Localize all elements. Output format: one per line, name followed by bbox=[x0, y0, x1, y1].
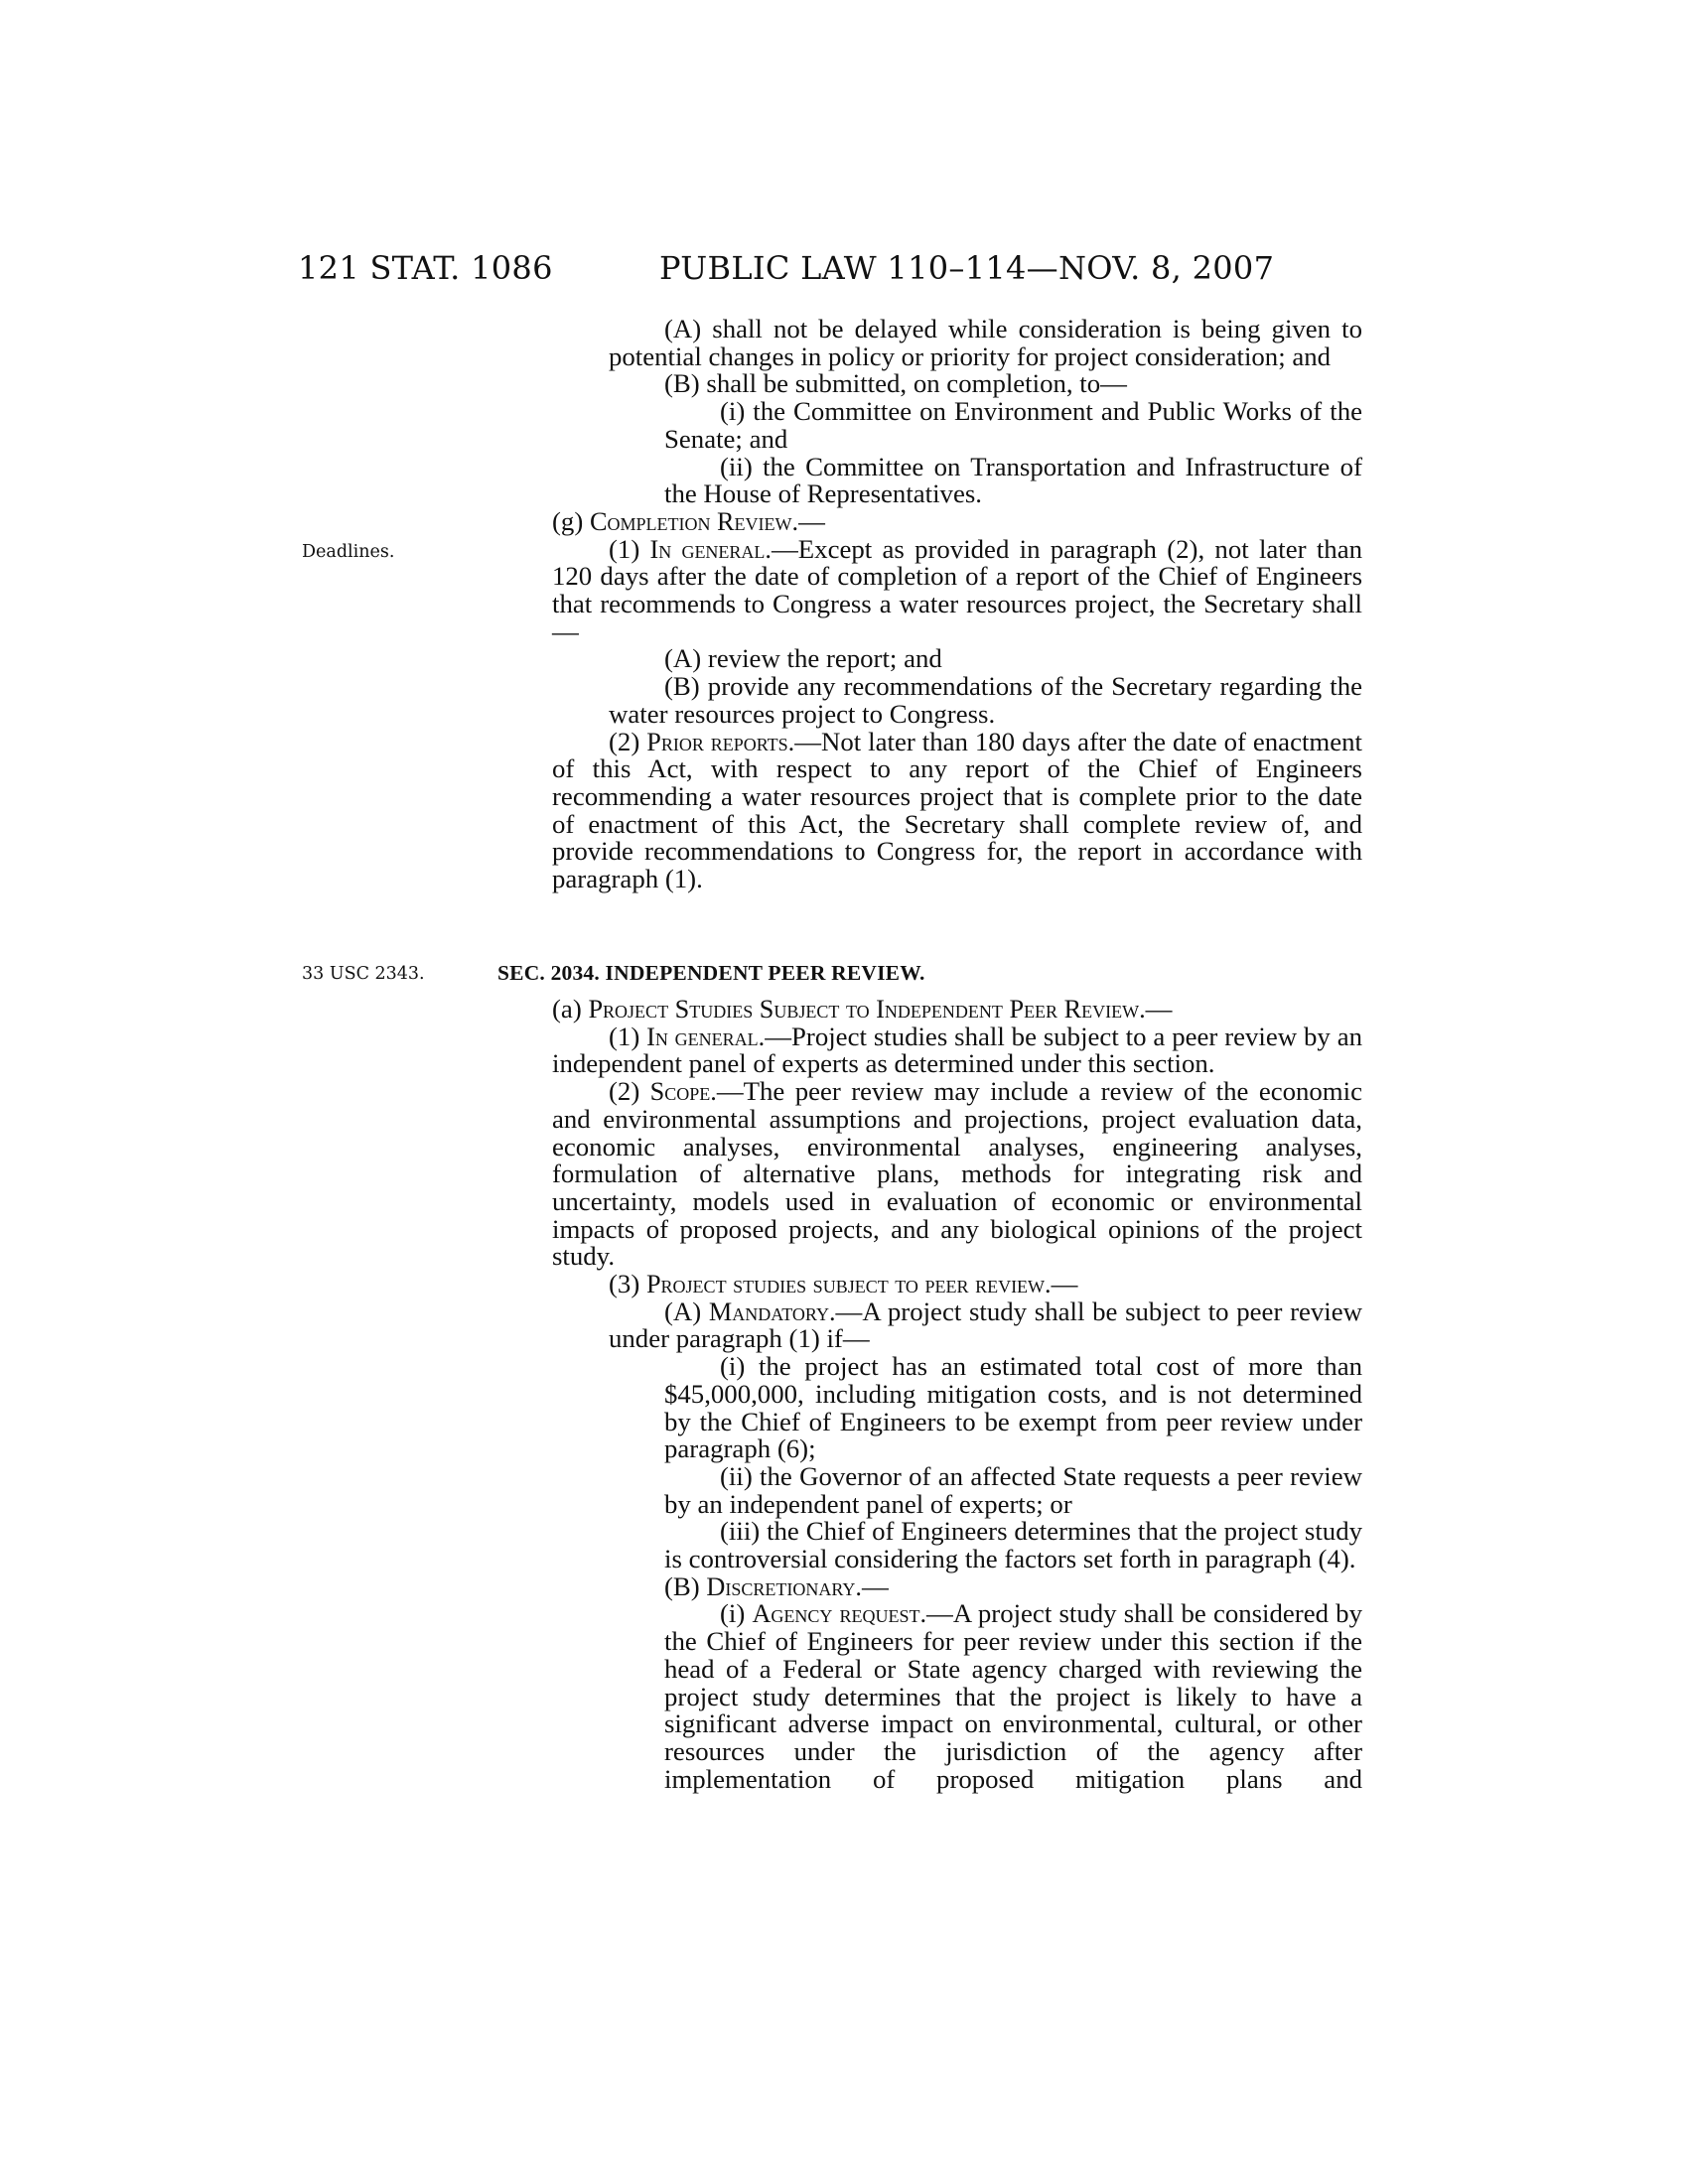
subclause-ii-house: (ii) the Committee on Transportation and Infrastructure of the House of Representatives. bbox=[664, 451, 1362, 509]
margin-note-usc: 33 USC 2343. bbox=[302, 964, 425, 984]
paragraph-a3-b-dash: — bbox=[861, 1570, 889, 1601]
subsection-a-title: Project Studies Subject to Independent Peer Review. bbox=[588, 995, 1146, 1024]
subclause-i-senate: (i) the Committee on Environment and Public Works of the Senate; and bbox=[664, 396, 1362, 454]
paragraph-a1-text: —Project studies shall be subject to a peer review by an independent panel of experts as determined under this section. bbox=[552, 1021, 1363, 1079]
subsection-a-prefix: (a) bbox=[552, 994, 589, 1024]
paragraph-a3-a-iii: (iii) the Chief of Engineers determines that the project study is controversial considering the factors set forth in paragraph (4). bbox=[664, 1516, 1362, 1574]
page-stat-citation: 121 STAT. 1086 bbox=[298, 249, 553, 287]
margin-note-deadlines: Deadlines. bbox=[302, 542, 395, 562]
subsection-a-heading bbox=[552, 996, 1362, 1024]
paragraph-a3-a-ii: (ii) the Governor of an affected State requests a peer review by an independent panel of experts; or bbox=[664, 1460, 1362, 1519]
paragraph-a2-heading: Scope. bbox=[649, 1077, 717, 1107]
paragraph-a3 bbox=[552, 1271, 1362, 1298]
paragraph-a3-b-i-prefix: (i) bbox=[720, 1598, 753, 1629]
subsection-g-prefix: (g) bbox=[552, 505, 590, 536]
paragraph-a1 bbox=[552, 1021, 1363, 1079]
paragraph-a1-prefix: (1) bbox=[609, 1021, 647, 1051]
paragraph-a3-b-prefix: (B) bbox=[664, 1570, 707, 1601]
paragraph-a3-dash: — bbox=[1051, 1269, 1078, 1299]
paragraph-a3-b-i bbox=[552, 1600, 1362, 1793]
paragraph-a3-b-heading: Discretionary. bbox=[706, 1571, 862, 1601]
running-header: PUBLIC LAW 110–114—NOV. 8, 2007 bbox=[659, 249, 1275, 287]
paragraph-a3-prefix: (3) bbox=[609, 1269, 646, 1299]
paragraph-a3-b bbox=[552, 1570, 1362, 1601]
paragraph-a3-b-i-heading: Agency request. bbox=[752, 1599, 927, 1629]
clause-b-submitted: (B) shall be submitted, on completion, to— bbox=[664, 368, 1127, 399]
paragraph-g1-b: (B) provide any recommendations of the Secretary regarding the water resources project to Congress. bbox=[609, 671, 1362, 729]
paragraph-g1-text: —Except as provided in paragraph (2), not later than 120 days after the date of completion of a report of the Chief of Engineers that recommends to Congress a water resources project, the Secretary shall— bbox=[552, 533, 1362, 646]
paragraph-g1 bbox=[552, 533, 1362, 646]
paragraph-a3-a-text: —A project study shall be subject to peer review under paragraph (1) if— bbox=[609, 1296, 1362, 1354]
subsection-g-heading bbox=[552, 505, 1362, 536]
section-2034-heading: SEC. 2034. INDEPENDENT PEER REVIEW. bbox=[497, 961, 925, 985]
paragraph-a2 bbox=[552, 1078, 1362, 1271]
paragraph-g1-a: (A) review the report; and bbox=[664, 643, 942, 674]
paragraph-g2 bbox=[552, 726, 1362, 894]
paragraph-g2-text: —Not later than 180 days after the date of enactment of this Act, with respect to any report of the Chief of Engineers recommending a water resources project that is complete prior to the date of enactment of this Act, the Secretary shall complete review of, and provide recommendations to Congress for, the report in accordance with paragraph (1). bbox=[552, 726, 1362, 894]
subsection-g-title: Completion Review. bbox=[589, 506, 799, 536]
subsection-a-dash: — bbox=[1145, 994, 1173, 1024]
clause-a-not-delayed: (A) shall not be delayed while consideration is being given to potential changes in policy or priority for project consideration; and bbox=[609, 314, 1362, 371]
paragraph-a2-text: —The peer review may include a review of the economic and environmental assumptions and projections, project evaluation data, economic analyses, environmental analyses, engineering analyses, formulation of alternative plans, methods for integrating risk and uncertainty, models used in evaluation of economic or environmental impacts of proposed projects, and any biological opinions of the project study. bbox=[552, 1076, 1362, 1272]
paragraph-g1-heading: In general. bbox=[649, 534, 772, 564]
section-2034-body bbox=[552, 996, 1362, 1793]
paragraph-a3-a-i: (i) the project has an estimated total cost of more than $45,000,000, including mitigation costs, and is not determined by the Chief of Engineers to be exempt from peer review under paragraph (6); bbox=[664, 1351, 1362, 1464]
paragraph-g2-heading: Prior reports. bbox=[646, 727, 795, 756]
subsection-g-dash: — bbox=[798, 505, 825, 536]
paragraph-a3-a-prefix: (A) bbox=[664, 1296, 709, 1326]
paragraph-a3-b-i-text: —A project study shall be considered by the Chief of Engineers for peer review under this section if the head of a Federal or State agency charged with reviewing the project study determines that the project is likely to have a significant adverse impact on environmental, cultural, or other resources under the jurisdiction of the agency after implementation of proposed mitigation plans and bbox=[664, 1598, 1362, 1794]
paragraph-g1-prefix: (1) bbox=[609, 533, 650, 564]
paragraph-a1-heading: In general. bbox=[646, 1022, 766, 1051]
paragraph-g2-prefix: (2) bbox=[609, 726, 647, 756]
paragraph-a3-a bbox=[552, 1298, 1362, 1353]
paragraph-a3-heading: Project studies subject to peer review. bbox=[645, 1270, 1052, 1299]
paragraph-a3-a-heading: Mandatory. bbox=[708, 1297, 836, 1326]
paragraph-a2-prefix: (2) bbox=[609, 1076, 650, 1107]
upper-text-block bbox=[552, 316, 1362, 893]
